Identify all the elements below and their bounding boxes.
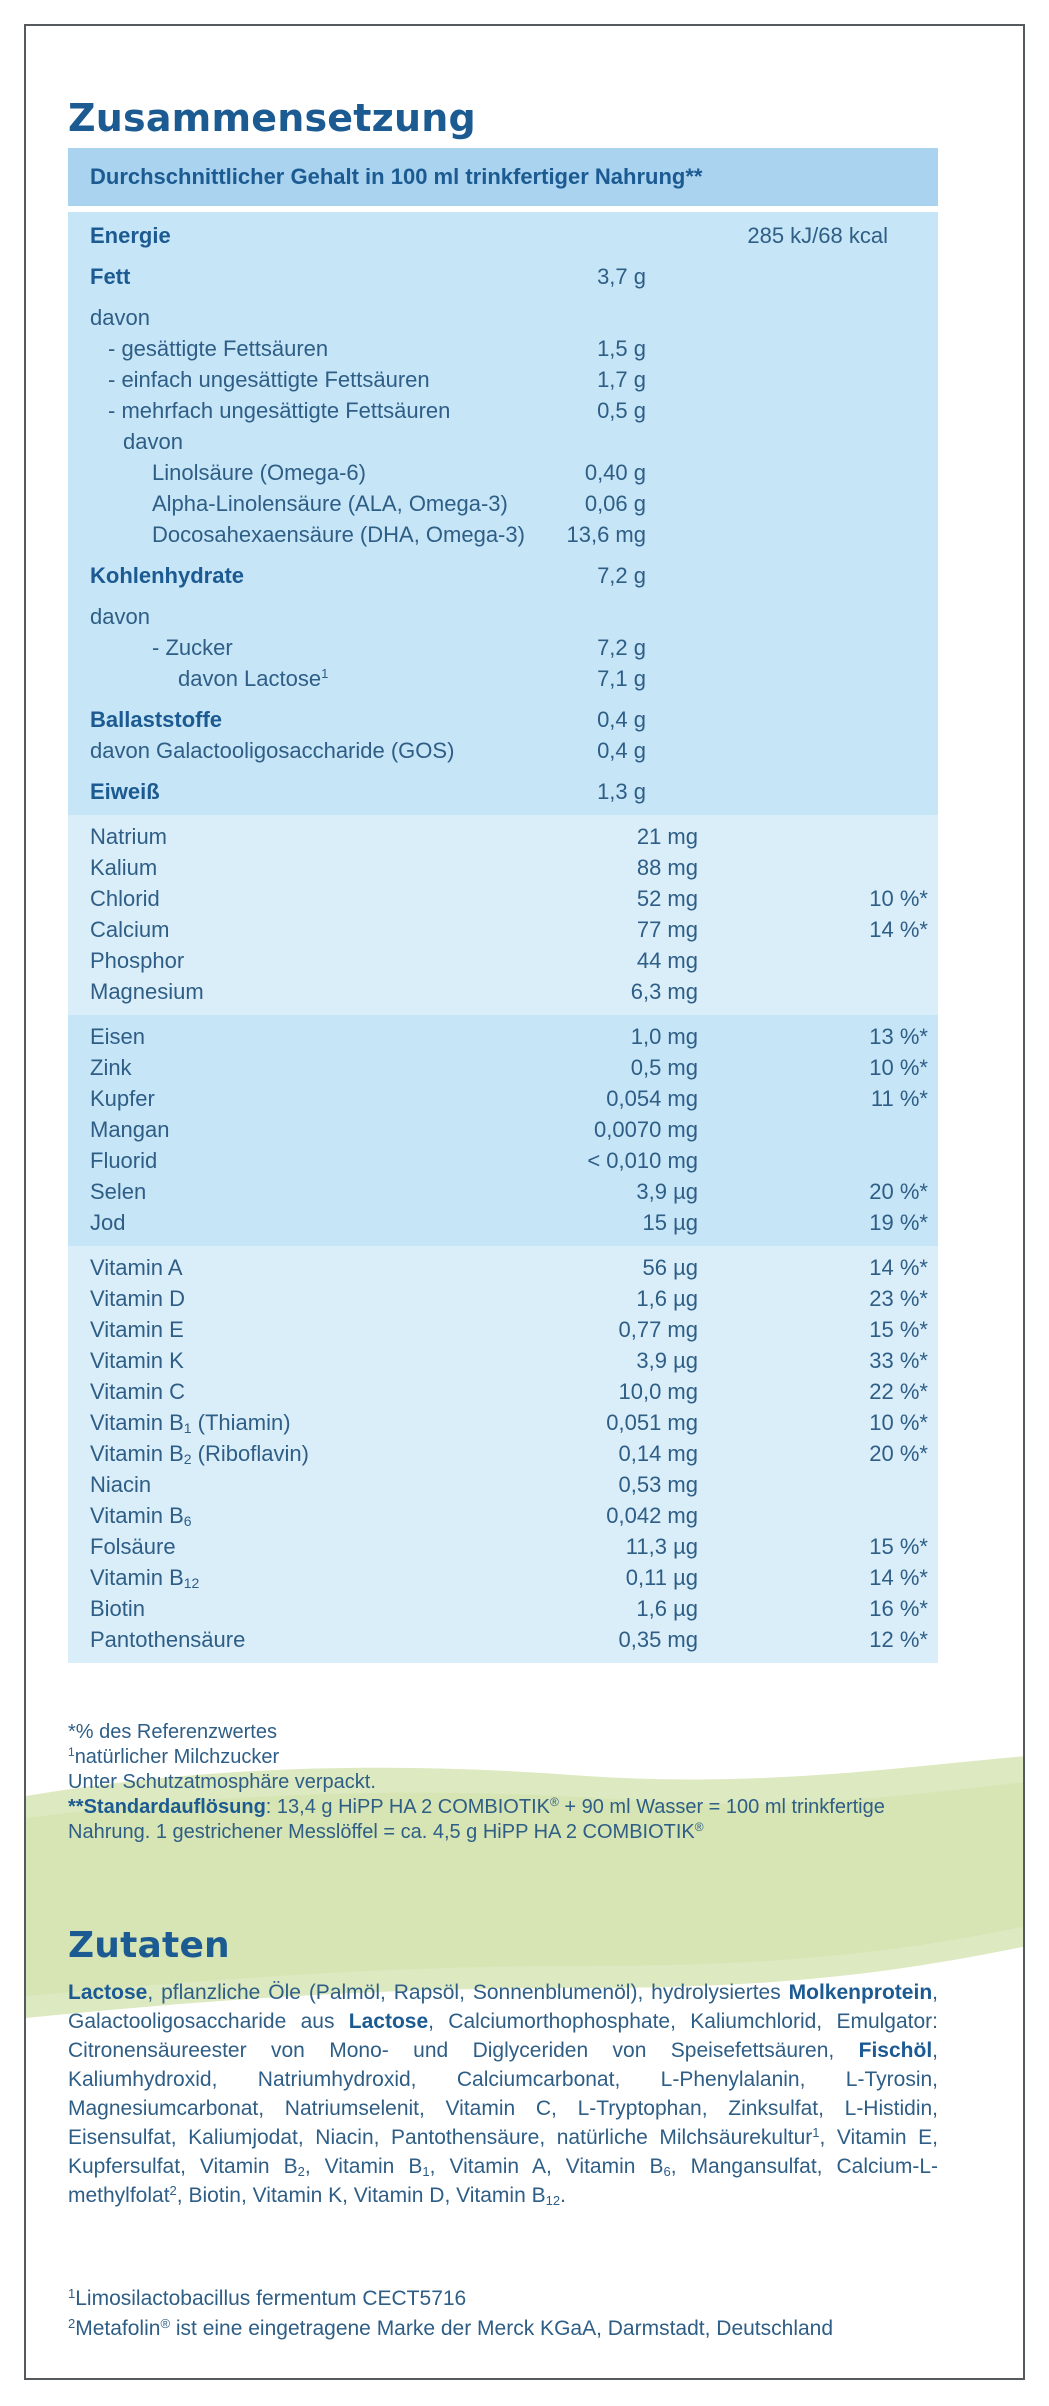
nutrient-label: Energie — [90, 223, 171, 248]
ingredient-highlight: Fischöl — [858, 2039, 933, 2062]
nutrient-label: Kalium — [90, 855, 158, 880]
nutrient-value: 0,5 g — [597, 398, 646, 423]
table-header: Durchschnittlicher Gehalt in 100 ml trinkfertiger Nahrung** — [68, 148, 938, 206]
nutrient-label: Pantothensäure — [90, 1627, 246, 1652]
nutrient-value: 88 mg — [636, 855, 698, 880]
reference-percent: 10 %* — [869, 886, 928, 911]
table-row — [68, 426, 938, 457]
subscript: 6 — [663, 2164, 671, 2179]
packaging-note: Unter Schutzatmosphäre verpackt. — [68, 1771, 376, 1793]
trace-elements-block — [68, 1015, 938, 1246]
registered-mark: ® — [160, 2316, 171, 2331]
table-row — [68, 1207, 938, 1238]
table-row — [68, 1438, 938, 1469]
reference-percent: 11 %* — [870, 1086, 928, 1111]
nutrient-value: 0,042 mg — [606, 1503, 698, 1528]
reference-percent: 15 %* — [869, 1317, 928, 1342]
table-row — [68, 364, 938, 395]
nutrient-value: 1,6 µg — [636, 1286, 698, 1311]
ingredients-title: Zutaten — [68, 1925, 230, 1966]
nutrition-table — [68, 212, 938, 1663]
subscript: 2 — [297, 2164, 305, 2179]
footnote-text: Limosilactobacillus fermentum CECT5716 — [75, 2287, 467, 2310]
nutrient-value: 6,3 mg — [630, 979, 698, 1004]
footnote-text: Metafolin — [75, 2317, 161, 2340]
table-row — [68, 1114, 938, 1145]
nutrient-label: Ballaststoffe — [90, 707, 223, 732]
nutrient-label: Vitamin E — [90, 1317, 184, 1342]
nutrient-value: 7,2 g — [597, 635, 646, 660]
table-row — [68, 1376, 938, 1407]
reference-percent: 14 %* — [869, 917, 928, 942]
nutrient-value: 0,35 mg — [618, 1627, 698, 1652]
reference-percent: 33 %* — [869, 1348, 928, 1373]
nutrient-value: 1,0 mg — [630, 1024, 698, 1049]
table-row — [68, 1283, 938, 1314]
nutrient-value: 21 mg — [636, 824, 698, 849]
nutrient-label: Biotin — [90, 1596, 146, 1621]
table-row — [68, 852, 938, 883]
nutrient-label: - mehrfach ungesättigte Fettsäuren — [108, 398, 451, 423]
reference-percent: 20 %* — [869, 1441, 928, 1466]
table-row — [68, 1562, 938, 1593]
nutrient-label: Phosphor — [90, 948, 185, 973]
nutrient-label: Selen — [90, 1179, 147, 1204]
nutrient-label: Vitamin $B_2$ (Riboflavin) — [90, 1441, 309, 1467]
table-row — [68, 883, 938, 914]
subscript: 6 — [183, 1513, 192, 1529]
table-row — [68, 1624, 938, 1655]
nutrient-value: 11,3 µg — [625, 1534, 698, 1559]
nutrient-label: davon — [90, 604, 150, 629]
nutrient-value: 44 mg — [636, 948, 698, 973]
table-row — [68, 1052, 938, 1083]
table-row — [68, 1593, 938, 1624]
nutrient-label: Jod — [90, 1210, 126, 1235]
nutrient-value: 10,0 mg — [618, 1379, 698, 1404]
nutrient-label: - Zucker — [152, 635, 233, 660]
ingredient-highlight: Molkenprotein — [788, 1981, 933, 2004]
nutrient-label: Vitamin K — [90, 1348, 184, 1373]
nutrient-label: Fett — [90, 264, 131, 289]
nutrient-label: Niacin — [90, 1472, 152, 1497]
table-row — [68, 735, 938, 766]
table-row — [68, 302, 938, 333]
nutrient-value: 7,1 g — [597, 666, 646, 691]
nutrient-label: Chlorid — [90, 886, 160, 911]
table-row — [68, 261, 938, 292]
nutrient-value: 285 kJ/68 kcal — [747, 223, 888, 248]
footnote-marker: 1 — [321, 666, 329, 681]
subscript: 12 — [183, 1575, 200, 1591]
nutrient-label: Folsäure — [90, 1534, 176, 1559]
nutrient-label: Vitamin A — [90, 1255, 183, 1280]
nutrient-label: Vitamin D — [90, 1286, 185, 1311]
page-title: Zusammensetzung — [68, 96, 476, 140]
nutrient-value: 0,4 g — [597, 738, 646, 763]
table-row — [68, 457, 938, 488]
ingredients-title-area — [68, 1925, 230, 1966]
nutrient-value: 3,7 g — [597, 264, 646, 289]
subscript: 1 — [183, 1420, 192, 1436]
reference-note: *% des Referenzwertes — [68, 1721, 277, 1743]
nutrient-label: davon Galactooligosaccharide (GOS) — [90, 738, 455, 763]
nutrient-value: 1,7 g — [597, 367, 646, 392]
nutrient-label: - gesättigte Fettsäuren — [108, 336, 329, 361]
nutrient-label: Magnesium — [90, 979, 204, 1004]
nutrient-value: 0,5 mg — [630, 1055, 698, 1080]
nutrient-value: 0,06 g — [584, 491, 646, 516]
subscript: 1 — [422, 2164, 430, 2179]
table-row — [68, 976, 938, 1007]
nutrient-label: Vitamin $B_{12}$ — [90, 1565, 200, 1591]
nutrient-value: 0,14 mg — [618, 1441, 698, 1466]
table-row — [68, 1145, 938, 1176]
reference-percent: 20 %* — [869, 1179, 928, 1204]
footnote-marker: 2 — [68, 2316, 76, 2331]
reference-percent: 14 %* — [869, 1565, 928, 1590]
nutrient-label: davon Lactose$^1$ — [178, 666, 329, 691]
table-row — [68, 1500, 938, 1531]
nutrient-label: Vitamin $B_1$ (Thiamin) — [90, 1410, 291, 1436]
title-area — [68, 96, 938, 140]
reference-percent: 10 %* — [869, 1410, 928, 1435]
subscript: 2 — [183, 1451, 192, 1467]
table-row — [68, 333, 938, 364]
nutrient-value: 1,6 µg — [636, 1596, 698, 1621]
nutrient-label: davon — [90, 305, 150, 330]
table-row — [68, 220, 938, 251]
nutrient-value: 77 mg — [636, 917, 698, 942]
nutrient-value: 7,2 g — [597, 563, 646, 588]
standard-dilution-note: **Standardauflösung: 13,4 g HiPP HA 2 COMBIOTIK® + 90 ml Wasser = 100 ml trinkfertige Nahrung. 1 gestrichener Messlöffel = ca. 4,5 g HiPP HA 2 COMBIOTIK® — [68, 1795, 885, 1843]
nutrient-label: Eisen — [90, 1024, 146, 1049]
table-row — [68, 704, 938, 735]
nutrient-label: Eiweiß — [90, 779, 160, 804]
table-row — [68, 1469, 938, 1500]
nutrient-label: Linolsäure (Omega-6) — [152, 460, 366, 485]
nutrient-label: Natrium — [90, 824, 168, 849]
nutrient-label: Fluorid — [90, 1148, 158, 1173]
table-row — [68, 1021, 938, 1052]
table-row — [68, 821, 938, 852]
footnote-marker: 1 — [68, 2286, 76, 2301]
table-row — [68, 1252, 938, 1283]
table-row — [68, 1531, 938, 1562]
table-row — [68, 945, 938, 976]
nutrient-value: 0,4 g — [597, 707, 646, 732]
notes — [68, 1720, 938, 1845]
footnote-marker: 2 — [169, 2183, 177, 2198]
nutrient-label: Kupfer — [90, 1086, 155, 1111]
nutrient-label: Docosahexaensäure (DHA, Omega-3) — [152, 522, 525, 547]
nutrient-label: Mangan — [90, 1117, 170, 1142]
nutrient-label: Kohlenhydrate — [90, 563, 245, 588]
reference-percent: 23 %* — [869, 1286, 928, 1311]
footnote — [68, 2314, 938, 2344]
nutrient-value: 0,051 mg — [606, 1410, 698, 1435]
footnote — [68, 2284, 938, 2314]
ingredient-highlight: Lactose — [348, 2010, 429, 2033]
table-row — [68, 914, 938, 945]
nutrient-value: 3,9 µg — [636, 1348, 698, 1373]
nutrient-label: Vitamin C — [90, 1379, 185, 1404]
nutrient-value: 1,3 g — [597, 779, 646, 804]
nutrient-label: Alpha-Linolensäure (ALA, Omega-3) — [152, 491, 508, 516]
table-row — [68, 488, 938, 519]
nutrient-label: - einfach ungesättigte Fettsäuren — [108, 367, 430, 392]
table-row — [68, 519, 938, 550]
nutrient-value: 0,054 mg — [606, 1086, 698, 1111]
subscript: 12 — [545, 2193, 561, 2208]
nutrient-value: 56 µg — [642, 1255, 698, 1280]
footnote-marker: 1 — [68, 1745, 75, 1759]
reference-percent: 22 %* — [869, 1379, 928, 1404]
nutrient-value: 0,11 µg — [625, 1565, 698, 1590]
table-row — [68, 1314, 938, 1345]
milk-sugar-note: $^1$natürlicher Milchzucker — [68, 1745, 280, 1768]
footnote-marker: 1 — [812, 2125, 820, 2140]
vitamins-block — [68, 1246, 938, 1663]
nutrient-value: 0,0070 mg — [594, 1117, 698, 1142]
nutrient-label: Calcium — [90, 917, 170, 942]
nutrient-label: Zink — [90, 1055, 132, 1080]
table-row — [68, 663, 938, 694]
table-row — [68, 601, 938, 632]
table-row — [68, 1345, 938, 1376]
table-row — [68, 632, 938, 663]
footnote-text: ist eine eingetragene Marke der Merck KGaA, Darmstadt, Deutschland — [170, 2317, 834, 2340]
nutrient-value: 52 mg — [636, 886, 698, 911]
macronutrient-block — [68, 212, 938, 815]
nutrient-value: 15 µg — [642, 1210, 698, 1235]
nutrient-value: 1,5 g — [597, 336, 646, 361]
table-row — [68, 1176, 938, 1207]
reference-percent: 10 %* — [869, 1055, 928, 1080]
table-row — [68, 1083, 938, 1114]
footnotes — [68, 2284, 938, 2344]
reference-percent: 14 %* — [869, 1255, 928, 1280]
nutrient-value: < 0,010 mg — [587, 1148, 698, 1173]
reference-percent: 16 %* — [869, 1596, 928, 1621]
nutrient-label: davon — [123, 429, 183, 454]
ingredients-text: Lactose, pflanzliche Öle (Palmöl, Rapsöl, Sonnenblumenöl), hydrolysiertes Molkenprotein, Galactooligosaccharide aus Lactose, Calciumorthophosphate, Kaliumchlorid, Emulgator: Citronensäureester von Mono- und Diglyceriden von Speisefettsäuren, Fischöl, Kaliumhydroxid, Natriumhydroxid, Calciumcarbonat, L-Phenylalanin, L-Tyrosin, Magnesiumcarbonat, Natriumselenit, Vitamin C, L-Tryptophan, Zinksulfat, L-Histidin, Eisensulfat, Kaliumjodat, Niacin, Pantothensäure, natürliche Milchsäurekultur$^1$, Vitamin E, Kupfersulfat, Vitamin $B_2$, Vitamin $B_1$, Vitamin A, Vitamin $B_6$, Mangansulfat, Calcium-L-methylfolat$^2$, Biotin, Vitamin K, Vitamin D, Vitamin $B_{12}$. — [68, 1981, 939, 2208]
table-row — [68, 776, 938, 807]
nutrient-value: 3,9 µg — [636, 1179, 698, 1204]
nutrient-label: Vitamin $B_6$ — [90, 1503, 192, 1529]
nutrient-value: 0,53 mg — [618, 1472, 698, 1497]
table-row — [68, 395, 938, 426]
reference-percent: 13 %* — [869, 1024, 928, 1049]
reference-percent: 19 %* — [869, 1210, 928, 1235]
nutrient-value: 0,40 g — [584, 460, 646, 485]
table-row — [68, 560, 938, 591]
minerals-block — [68, 815, 938, 1015]
table-row — [68, 1407, 938, 1438]
ingredient-highlight: Lactose — [68, 1981, 148, 2004]
nutrient-value: 0,77 mg — [618, 1317, 698, 1342]
nutrient-value: 13,6 mg — [566, 522, 646, 547]
reference-percent: 12 %* — [869, 1627, 928, 1652]
reference-percent: 15 %* — [869, 1534, 928, 1559]
